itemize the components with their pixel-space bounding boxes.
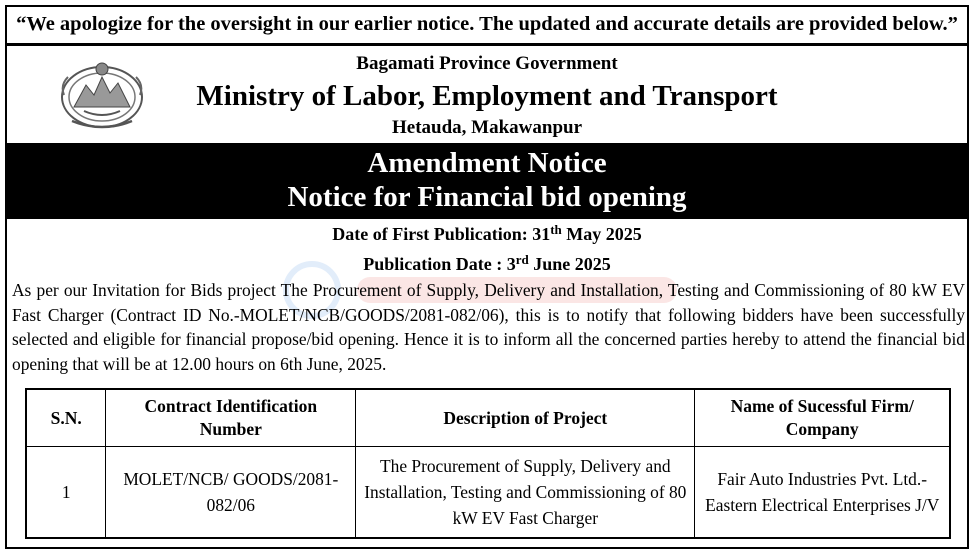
cell-description: The Procurement of Supply, Delivery and Installation, Testing and Commissioning of 80 kW EV Fast Charger xyxy=(356,447,695,539)
cell-contract-id: MOLET/NCB/ GOODS/2081-082/06 xyxy=(106,447,356,539)
first-publication-date: Date of First Publication: 31th May 2025 xyxy=(332,222,642,244)
header-sn: S.N. xyxy=(26,389,106,447)
header-contract-id: Contract Identification Number xyxy=(106,389,356,447)
notice-subtitle: Notice for Financial bid opening xyxy=(287,181,687,213)
ministry-name: Ministry of Labor, Employment and Transport xyxy=(196,80,778,112)
province-name: Bagamati Province Government xyxy=(356,53,618,74)
amendment-title: Amendment Notice xyxy=(367,147,607,179)
publication-date: Publication Date : 3rd June 2025 xyxy=(363,252,611,274)
table-row xyxy=(26,447,950,539)
bidders-table xyxy=(25,388,951,539)
header-description: Description of Project xyxy=(356,389,695,447)
header-firm: Name of Sucessful Firm/ Company xyxy=(695,389,950,447)
ministry-location: Hetauda, Makawanpur xyxy=(391,117,583,138)
cell-firm: Fair Auto Industries Pvt. Ltd.-Eastern Electrical Enterprises J/V xyxy=(695,447,950,539)
table-header-row xyxy=(26,389,950,447)
notice-page xyxy=(5,5,969,549)
cell-sn: 1 xyxy=(26,447,106,539)
apology-divider xyxy=(7,43,967,46)
notice-title-banner xyxy=(7,143,967,219)
apology-statement: “We apologize for the oversight in our earlier notice. The updated and accurate details are provided below.” xyxy=(16,13,958,35)
notice-body: As per our Invitation for Bids project The Procurement of Supply, Delivery and Installation, Testing and Commissioning of 80 kW EV Fast Charger (Contract ID No.-MOLET/NCB/GOODS/2081-082/06), this is to notify that following bidders have been successfully selected and eligible for financial propose/bid opening. Hence it is to inform all the concerned parties hereby to attend the financial bid opening that will be at 12.00 hours on 6th June, 2025. xyxy=(12,280,965,374)
